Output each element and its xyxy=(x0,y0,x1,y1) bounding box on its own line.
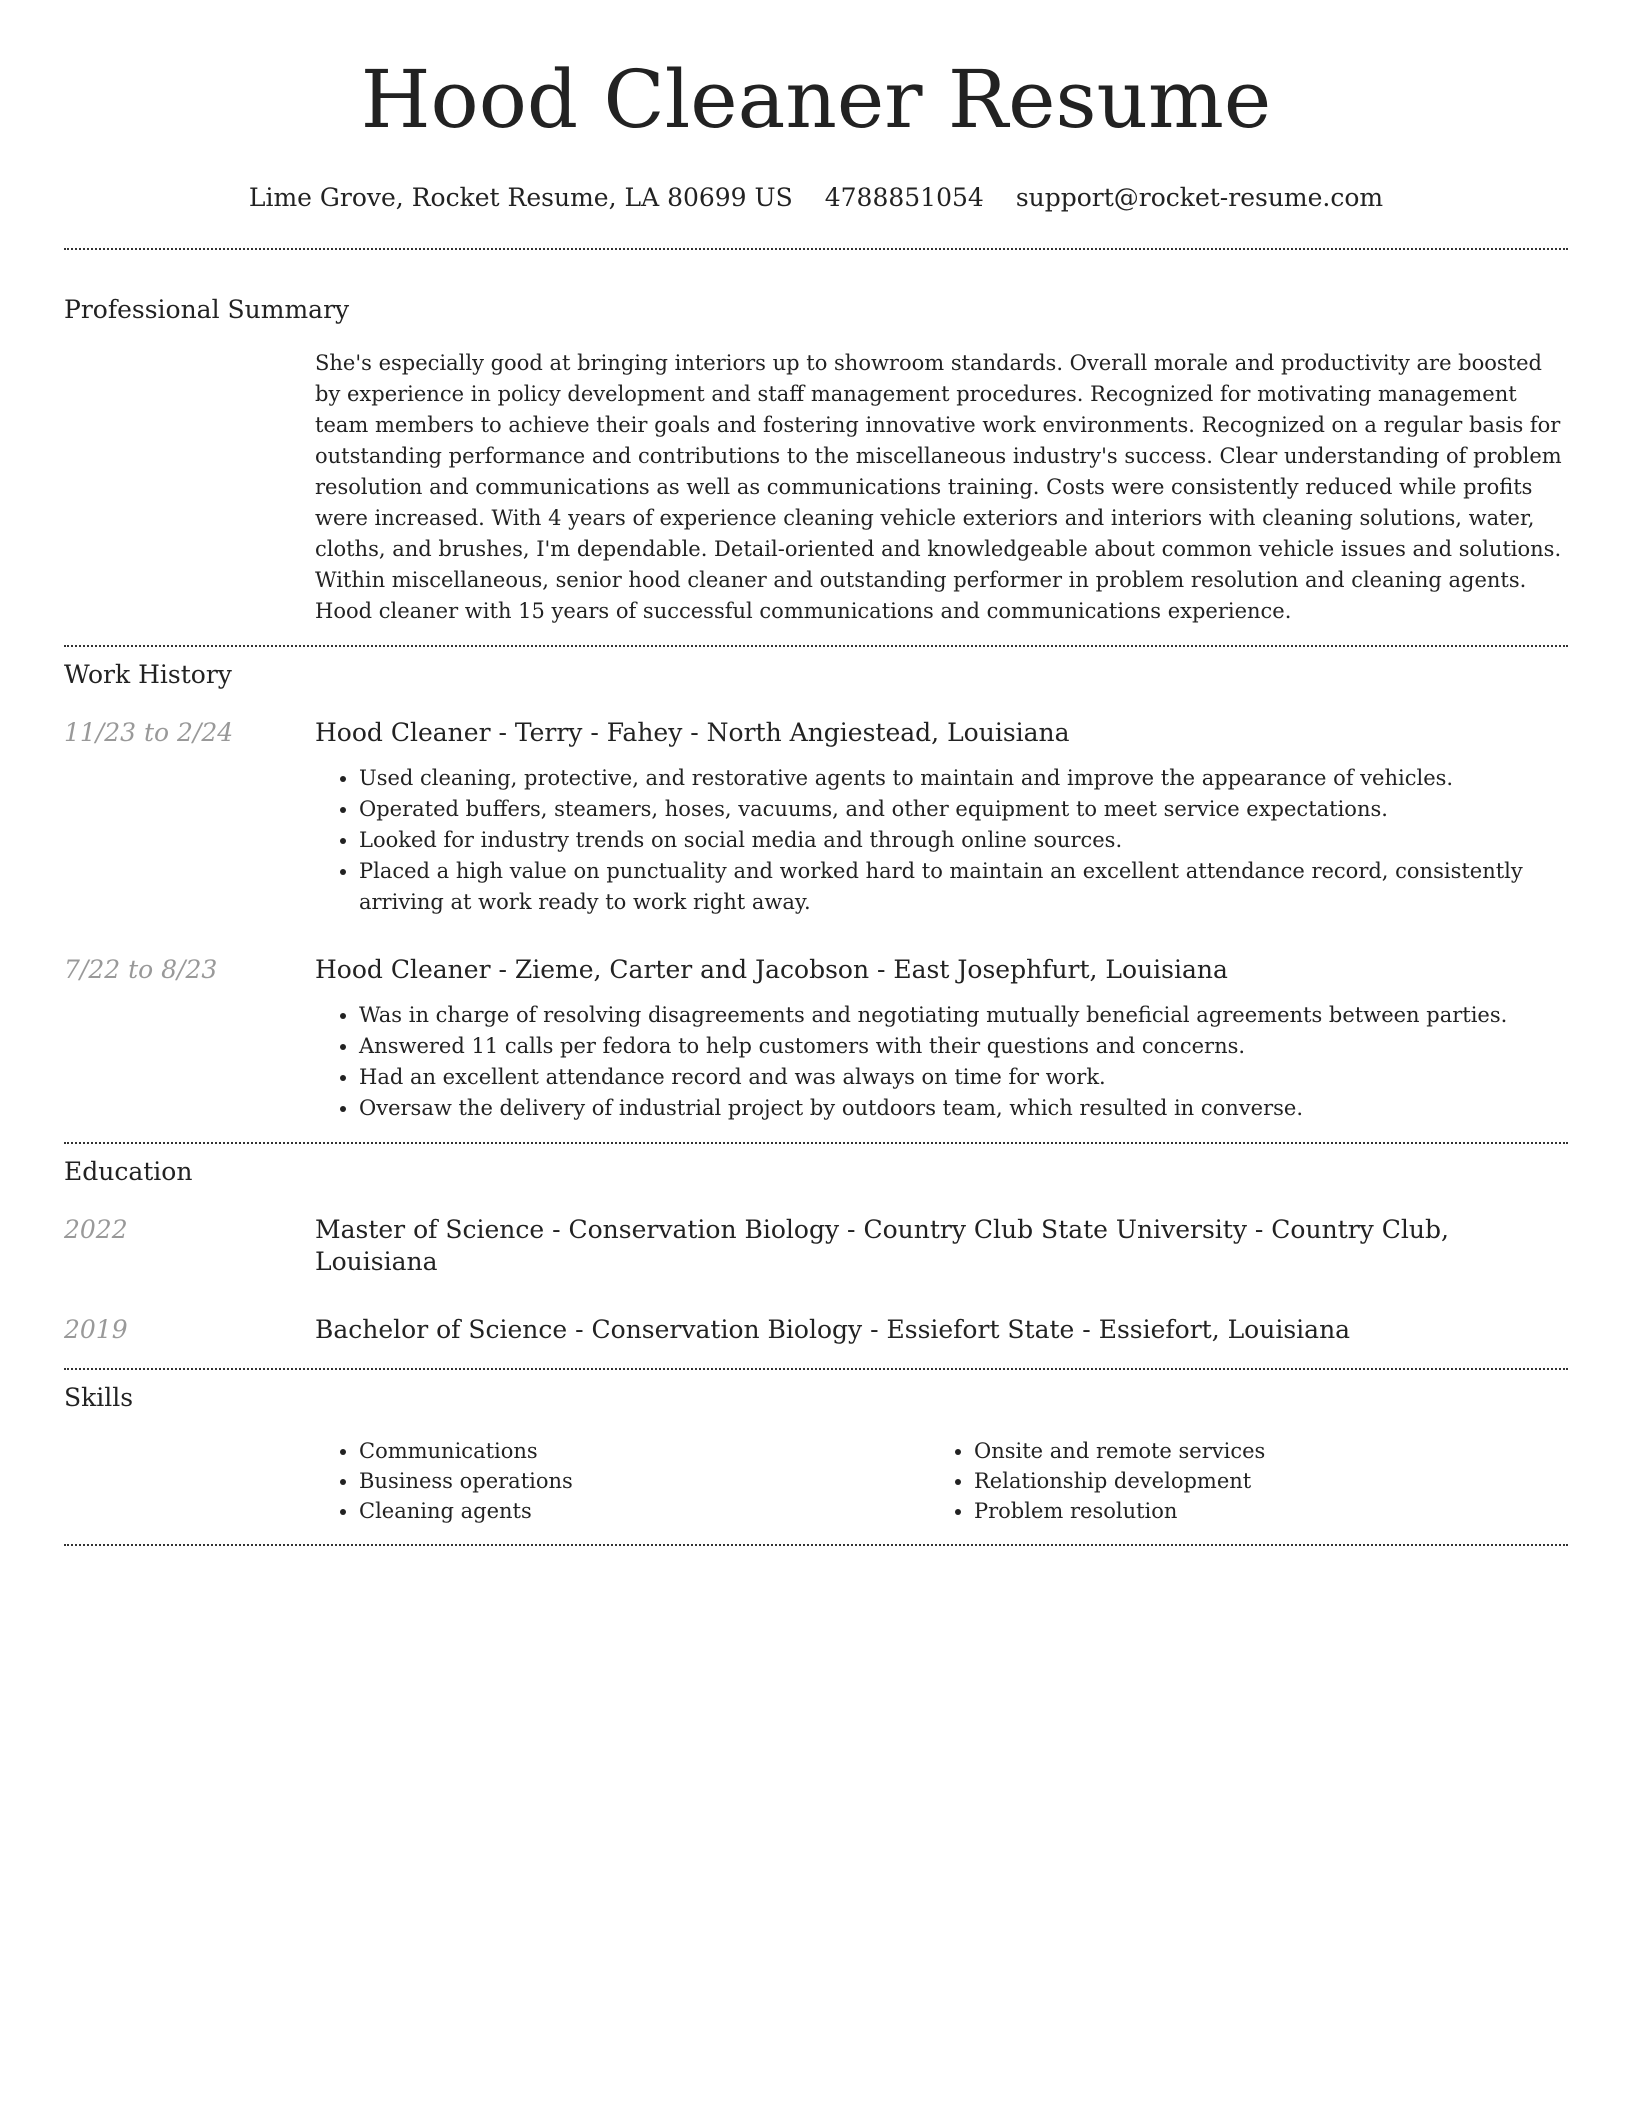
skill-item: • Relationship development xyxy=(974,1466,1545,1496)
education-degree: Bachelor of Science - Conservation Biology - Essiefort State - Essiefort, Louisiana xyxy=(315,1315,1351,1344)
list-item: • Looked for industry trends on social media and through online sources. xyxy=(359,825,1568,856)
job-heading: Hood Cleaner - Terry - Fahey - North Angiestead, Louisiana xyxy=(315,718,1070,747)
education-entry xyxy=(64,1314,1568,1346)
job-dates: 11/23 to 2/24 xyxy=(64,718,234,747)
skills-grid xyxy=(315,1436,1568,1526)
skill-item: • Onsite and remote services xyxy=(974,1436,1545,1466)
summary-text: She's especially good at bringing interiors up to showroom standards. Overall morale and productivity are boosted by experience in policy development and staff management procedures. Recognized for motivating management team members to achieve their goals and fostering innovative work environments. Recognized on a regular basis for outstanding performance and contributions to the miscellaneous industry's success. Clear understanding of problem resolution and communications as well as communications training. Costs were consistently reduced while profits were increased. With 4 years of experience cleaning vehicle exteriors and interiors with cleaning solutions, water, cloths, and brushes, I'm dependable. Detail-oriented and knowledgeable about common vehicle issues and solutions. Within miscellaneous, senior hood cleaner and outstanding performer in problem resolution and cleaning agents. Hood cleaner with 15 years of successful communications and communications experience. xyxy=(315,351,1562,623)
section-divider xyxy=(64,1544,1568,1546)
contact-address: Lime Grove, Rocket Resume, LA 80699 US xyxy=(248,183,793,212)
education-section xyxy=(64,1144,1568,1346)
job-entry xyxy=(64,954,1568,1124)
contact-email: support@rocket-resume.com xyxy=(1015,183,1384,212)
list-item: • Had an excellent attendance record and was always on time for work. xyxy=(359,1062,1568,1093)
job-duties-list xyxy=(315,763,1568,918)
job-duties-list xyxy=(315,1000,1568,1124)
skill-item: • Cleaning agents xyxy=(359,1496,930,1526)
skills-column-2 xyxy=(930,1436,1545,1526)
list-item: • Placed a high value on punctuality and worked hard to maintain an excellent attendance record, consistently arriving at work ready to work right away. xyxy=(359,856,1568,918)
education-year: 2019 xyxy=(64,1315,128,1344)
education-heading: Education xyxy=(64,1157,193,1186)
work-history-section xyxy=(64,647,1568,1124)
education-entry xyxy=(64,1214,1568,1278)
resume-title: Hood Cleaner Resume xyxy=(360,53,1272,146)
list-item: • Was in charge of resolving disagreements and negotiating mutually beneficial agreements between parties. xyxy=(359,1000,1568,1031)
skill-item: • Business operations xyxy=(359,1466,930,1496)
job-heading: Hood Cleaner - Zieme, Carter and Jacobson - East Josephfurt, Louisiana xyxy=(315,955,1228,984)
job-entry xyxy=(64,717,1568,918)
list-item: • Answered 11 calls per fedora to help customers with their questions and concerns. xyxy=(359,1031,1568,1062)
job-dates: 7/22 to 8/23 xyxy=(64,955,218,984)
education-year: 2022 xyxy=(64,1215,128,1244)
work-history-heading: Work History xyxy=(64,660,232,689)
skills-column-1 xyxy=(315,1436,930,1526)
list-item: • Used cleaning, protective, and restorative agents to maintain and improve the appearance of vehicles. xyxy=(359,763,1568,794)
education-degree: Master of Science - Conservation Biology - Country Club State University - Country Club, Louisiana xyxy=(315,1215,1449,1276)
contact-phone: 4788851054 xyxy=(824,183,984,212)
skills-section xyxy=(64,1370,1568,1526)
skill-item: • Problem resolution xyxy=(974,1496,1545,1526)
summary-heading: Professional Summary xyxy=(64,295,350,324)
skills-heading: Skills xyxy=(64,1383,134,1412)
summary-section xyxy=(64,250,1568,627)
contact-line xyxy=(64,182,1568,214)
skill-item: • Communications xyxy=(359,1436,930,1466)
list-item: • Operated buffers, steamers, hoses, vacuums, and other equipment to meet service expectations. xyxy=(359,794,1568,825)
list-item: • Oversaw the delivery of industrial project by outdoors team, which resulted in converse. xyxy=(359,1093,1568,1124)
